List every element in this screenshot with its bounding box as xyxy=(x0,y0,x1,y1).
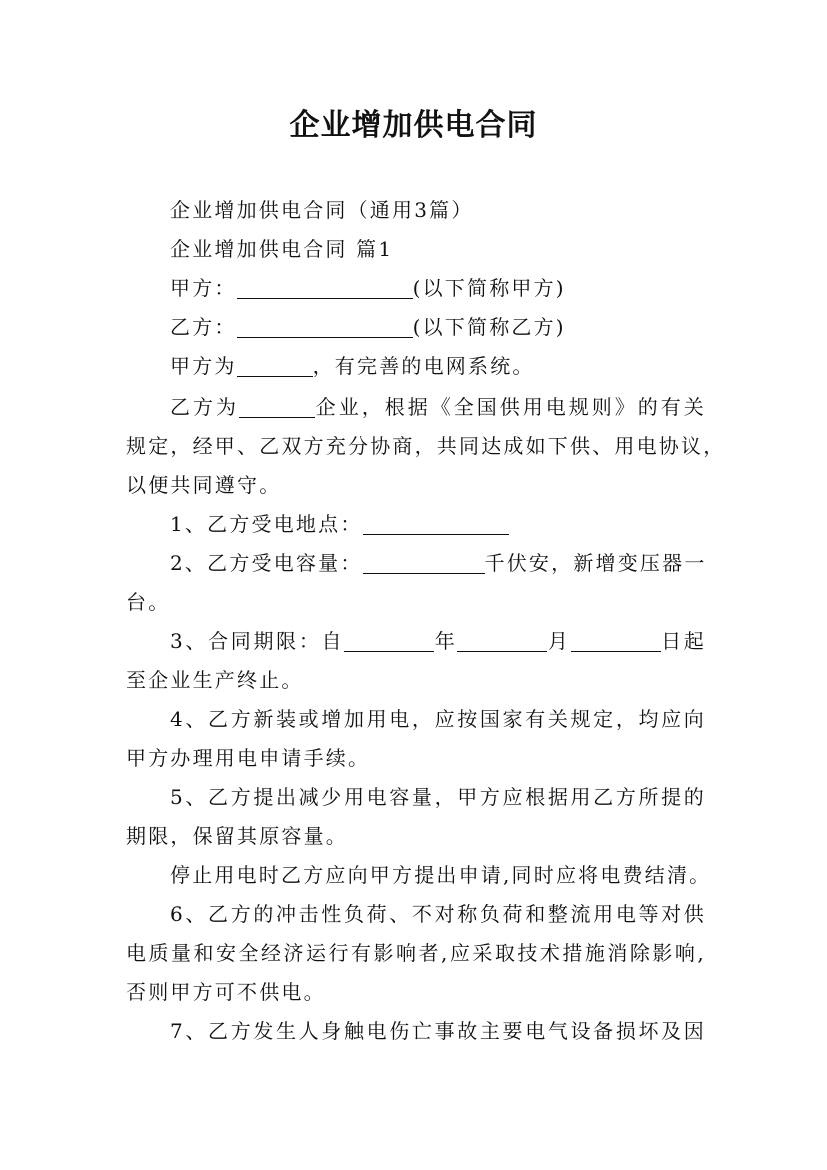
clause-1-text: 1、乙方受电地点： xyxy=(170,512,363,536)
clause-5-line2: 期限，保留其原容量。 xyxy=(126,824,348,848)
party-b-description-line3: 以便共同遵守。 xyxy=(126,473,282,497)
party-b-desc-suffix: 企业，根据《全国供用电规则》的有关 xyxy=(315,395,706,419)
section-heading: 企业增加供电合同 篇1 xyxy=(170,237,394,261)
clause-2-prefix: 2、乙方受电容量： xyxy=(170,551,363,575)
clause-5-extra: 停止用电时乙方应向甲方提出申请,同时应将电费结清。 xyxy=(170,863,712,887)
clause-3-day-suffix: 日起 xyxy=(660,629,707,653)
clause-2-line1 xyxy=(170,543,706,583)
clause-6-line3: 否则甲方可不供电。 xyxy=(126,980,326,1004)
party-a-desc-suffix: ，有完善的电网系统。 xyxy=(312,354,535,378)
clause-6-line2: 电质量和安全经济运行有影响者,应采取技术措施消除影响, xyxy=(126,941,706,965)
clause-7-line1: 7、乙方发生人身触电伤亡事故主要电气设备损坏及因 xyxy=(170,1019,706,1043)
clause-6-line1: 6、乙方的冲击性负荷、不对称负荷和整流用电等对供 xyxy=(170,902,706,926)
clause-4-line1: 4、乙方新装或增加用电，应按国家有关规定，均应向 xyxy=(170,707,706,731)
clause-3-month-blank xyxy=(457,627,547,652)
party-b-description-line1 xyxy=(170,387,706,427)
clause-3-line2: 至企业生产终止。 xyxy=(126,668,304,692)
clause-1-blank xyxy=(363,510,509,535)
clause-1 xyxy=(170,504,706,544)
party-b-line xyxy=(170,307,706,347)
party-b-suffix: (以下简称乙方) xyxy=(412,315,566,339)
clause-5-line1: 5、乙方提出减少用电容量，甲方应根据用乙方所提的 xyxy=(170,785,706,809)
party-b-description-line2: 规定，经甲、乙双方充分协商，共同达成如下供、用电协议， xyxy=(126,434,726,458)
party-a-label: 甲方： xyxy=(170,276,237,300)
party-b-desc-prefix: 乙方为 xyxy=(170,395,239,419)
clause-2-line2: 台。 xyxy=(126,590,171,614)
clause-3-year-blank xyxy=(344,627,434,652)
clause-3-year: 年 xyxy=(434,629,458,653)
clause-3-line1 xyxy=(170,621,706,661)
party-a-description xyxy=(170,346,706,386)
clause-3-day-blank xyxy=(571,627,661,652)
party-b-desc-blank xyxy=(239,393,315,418)
subtitle: 企业增加供电合同（通用3篇） xyxy=(170,198,474,222)
clause-4-line2: 甲方办理用电申请手续。 xyxy=(126,746,371,770)
clause-3-prefix: 3、合同期限：自 xyxy=(170,629,345,653)
party-a-desc-prefix: 甲方为 xyxy=(170,354,237,378)
party-a-blank xyxy=(237,274,413,299)
party-b-label: 乙方： xyxy=(170,315,237,339)
clause-2-suffix: 千伏安，新增变压器一 xyxy=(484,551,707,575)
party-a-desc-blank xyxy=(237,352,313,377)
party-a-suffix: (以下简称甲方) xyxy=(412,276,566,300)
clause-3-month: 月 xyxy=(547,629,571,653)
party-b-blank xyxy=(237,313,413,338)
clause-2-blank xyxy=(363,549,485,574)
document-title: 企业增加供电合同 xyxy=(289,108,538,143)
party-a-line xyxy=(170,268,706,308)
